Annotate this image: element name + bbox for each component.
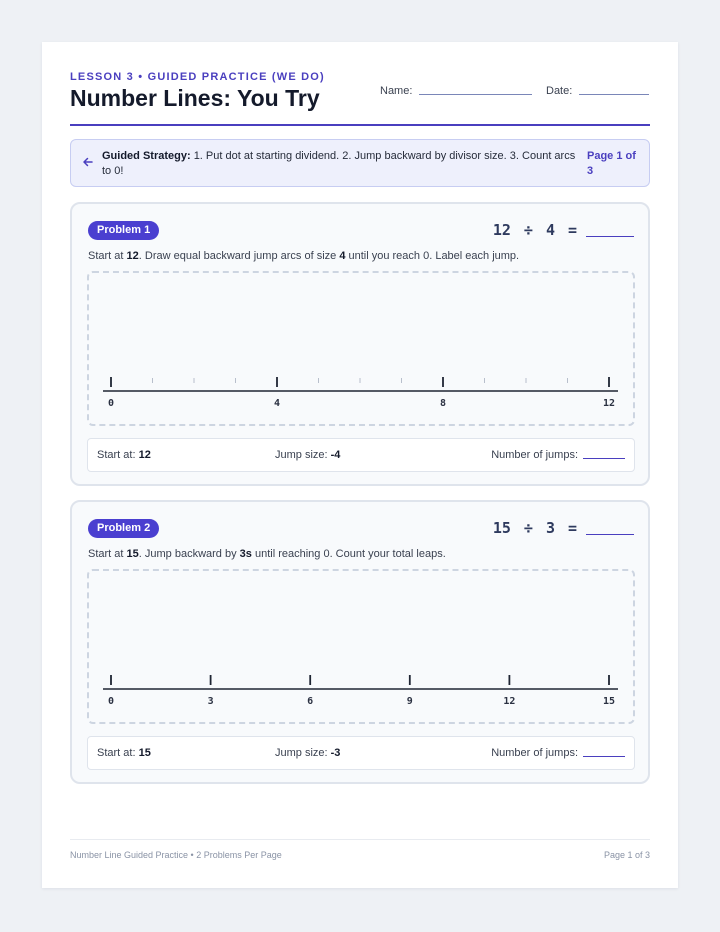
footer-page-number: Page 1 of 3 <box>603 850 650 860</box>
tick-label: 3 <box>207 696 214 707</box>
footer-description: Number Line Guided Practice • 2 Problems Per Page <box>70 850 282 860</box>
problem-summary <box>87 438 635 472</box>
jump-size: Jump size: -3 <box>275 747 341 759</box>
tick-label: 15 <box>602 696 616 707</box>
date-line[interactable] <box>579 94 649 95</box>
start-at: Start at: 12 <box>97 449 151 461</box>
number-of-jumps: Number of jumps: <box>491 747 625 759</box>
tick-label: 4 <box>273 398 281 409</box>
number-line-workspace[interactable] <box>87 569 635 724</box>
problem-card-2 <box>70 500 650 784</box>
equals-sign: = <box>567 221 577 239</box>
divisor: 3 <box>545 519 555 537</box>
divisor: 4 <box>545 221 555 239</box>
name-field[interactable] <box>380 85 532 97</box>
division-equation <box>493 519 634 537</box>
arrow-left-icon <box>81 155 95 169</box>
strategy-steps: 1. Put dot at starting dividend. 2. Jump backward by divisor size. 3. Count arcs to 0! <box>102 150 576 177</box>
name-label: Name: <box>380 85 413 97</box>
tick-label: 12 <box>503 696 516 707</box>
page-footer <box>70 839 650 860</box>
lesson-kicker: LESSON 3 • GUIDED PRACTICE (WE DO) <box>70 71 325 83</box>
problem-badge: Problem 2 <box>88 519 159 538</box>
worksheet-page <box>42 42 678 888</box>
dividend: 15 <box>492 519 511 537</box>
problem-instructions: Start at 12. Draw equal backward jump arcs of size 4 until you reach 0. Label each jump. <box>88 250 520 262</box>
division-operator: ÷ <box>523 221 533 239</box>
equals-sign: = <box>567 519 577 537</box>
tick-label: 0 <box>107 398 115 409</box>
strategy-label: Guided Strategy: <box>102 150 191 162</box>
problem-card-1 <box>70 202 650 486</box>
strategy-banner <box>70 139 650 187</box>
problem-badge: Problem 1 <box>88 221 159 240</box>
start-at: Start at: 15 <box>97 747 151 759</box>
number-of-jumps: Number of jumps: <box>491 449 625 461</box>
tick-label: 12 <box>602 398 616 409</box>
date-field[interactable] <box>546 85 649 97</box>
tick-label: 6 <box>307 696 314 707</box>
answer-blank[interactable] <box>586 534 634 535</box>
page-title: Number Lines: You Try <box>70 85 320 111</box>
number-line <box>89 273 633 424</box>
problem-instructions: Start at 15. Jump backward by 3s until reaching 0. Count your total leaps. <box>88 548 446 560</box>
header-divider <box>70 124 650 126</box>
number-line-workspace[interactable] <box>87 271 635 426</box>
dividend: 12 <box>492 221 511 239</box>
strategy-page-indicator: Page 1 of 3 <box>587 150 636 177</box>
tick-label: 0 <box>107 696 115 707</box>
jumps-answer-blank[interactable] <box>583 756 625 757</box>
tick-label: 9 <box>406 696 413 707</box>
jumps-answer-blank[interactable] <box>583 458 625 459</box>
problem-summary <box>87 736 635 770</box>
division-operator: ÷ <box>523 519 533 537</box>
date-label: Date: <box>546 85 573 97</box>
tick-label: 8 <box>439 398 447 409</box>
strategy-text <box>102 149 586 178</box>
jump-size: Jump size: -4 <box>275 449 341 461</box>
name-line[interactable] <box>419 94 532 95</box>
division-equation <box>493 221 634 239</box>
answer-blank[interactable] <box>586 236 634 237</box>
number-line <box>89 571 633 722</box>
